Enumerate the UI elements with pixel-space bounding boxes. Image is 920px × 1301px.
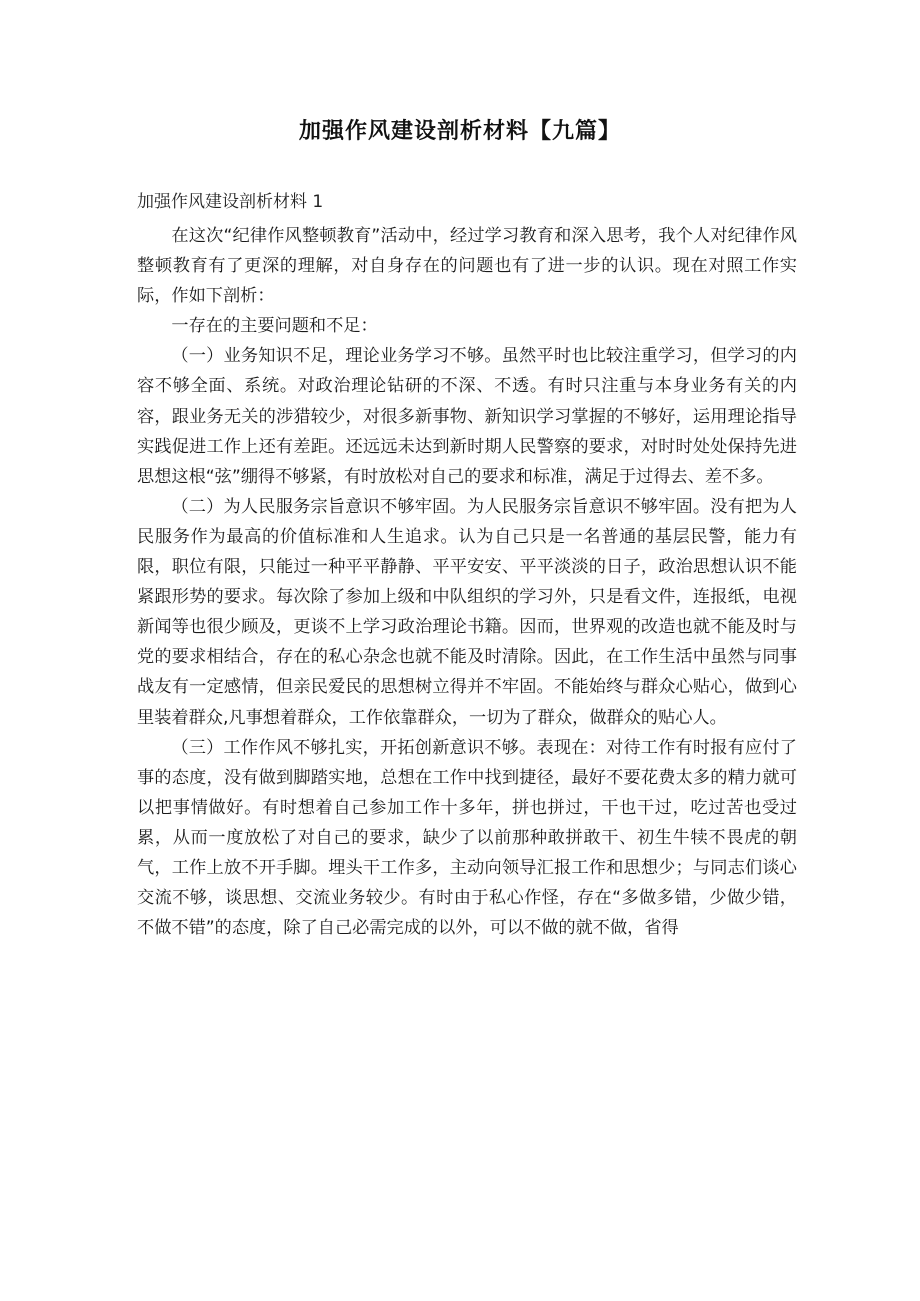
paragraph-point-2: （二）为人民服务宗旨意识不够牢固。为人民服务宗旨意识不够牢固。没有把为人民服务作为最高的价值标准和人生追求。认为自己只是一名普通的基层民警，能力有限，职位有限，只能过一种平平静静、平平安安、平平淡淡的日子，政治思想认识不能紧跟形势的要求。每次除了参加上级和中队组织的学习外，只是看文件，连报纸，电视新闻等也很少顾及，更谈不上学习政治理论书籍。因而，世界观的改造也就不能及时与党的要求相结合，存在的私心杂念也就不能及时清除。因此，在工作生活中虽然与同事战友有一定感情，但亲民爱民的思想树立得并不牢固。不能始终与群众心贴心，做到心里装着群众,凡事想着群众，工作依靠群众，一切为了群众，做群众的贴心人。: [137, 496, 797, 728]
paragraph-problems-heading: 一存在的主要问题和不足：: [171, 316, 378, 337]
section-subtitle: 加强作风建设剖析材料 1: [137, 192, 324, 212]
paragraph-point-3: （三）工作作风不够扎实，开拓创新意识不够。表现在：对待工作有时报有应付了事的态度，没有做到脚踏实地，总想在工作中找到捷径，最好不要花费太多的精力就可以把事情做好。有时想着自己参加工作十多年，拼也拼过，干也干过，吃过苦也受过累，从而一度放松了对自己的要求，缺少了以前那种敢拼敢干、初生牛犊不畏虎的朝气，工作上放不开手脚。埋头干工作多，主动向领导汇报工作和思想少；与同志们谈心交流不够，谈思想、交流业务较少。有时由于私心作怪，存在“多做多错，少做少错，不做不错”的态度，除了自己必需完成的以外，可以不做的就不做，省得: [137, 737, 797, 939]
document-title: 加强作风建设剖析材料【九篇】: [298, 119, 621, 144]
document-body: [137, 221, 797, 943]
paragraph-point-1: （一）业务知识不足，理论业务学习不够。虽然平时也比较注重学习，但学习的内容不够全面、系统。对政治理论钻研的不深、不透。有时只注重与本身业务有关的内容，跟业务无关的涉猎较少，对很多新事物、新知识学习掌握的不够好，运用理论指导实践促进工作上还有差距。还远远未达到新时期人民警察的要求，对时时处处保持先进思想这根“弦”绷得不够紧，有时放松对自己的要求和标准，满足于过得去、差不多。: [137, 346, 797, 487]
paragraph-intro: 在这次“纪律作风整顿教育”活动中，经过学习教育和深入思考，我个人对纪律作风整顿教育有了更深的理解，对自身存在的问题也有了进一步的认识。现在对照工作实际，作如下剖析：: [137, 226, 797, 307]
